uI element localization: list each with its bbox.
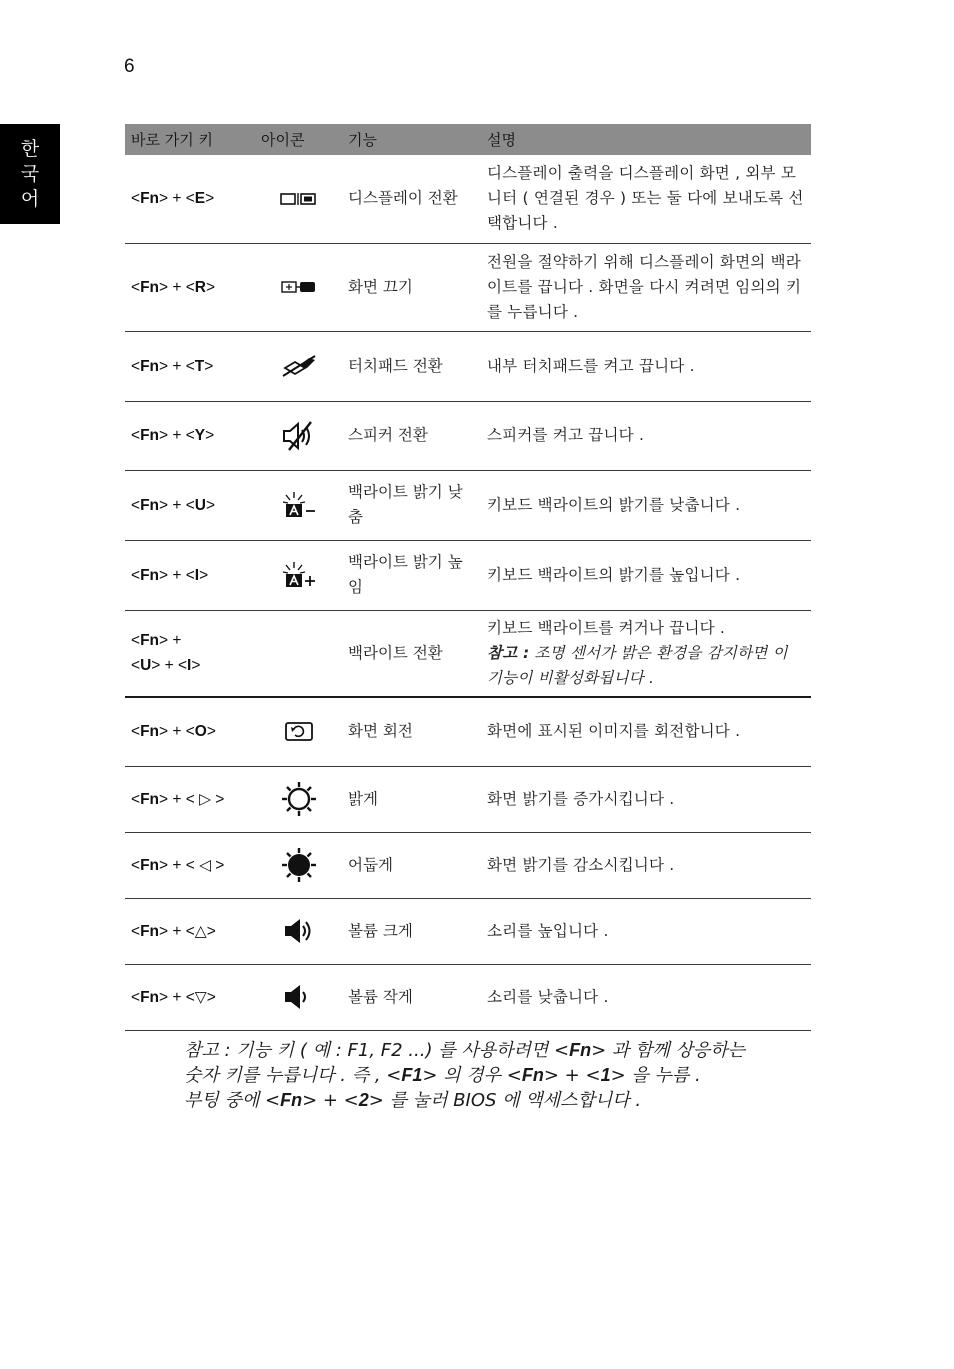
- function-cell: 밝게: [342, 766, 481, 832]
- brightness-down-icon: [280, 846, 318, 884]
- page-number: 6: [124, 56, 135, 77]
- hotkey-cell: <Fn> + <U> + <I>: [125, 610, 255, 697]
- table-row: [125, 766, 811, 832]
- description-cell: 키보드 백라이트의 밝기를 높입니다 .: [481, 540, 811, 610]
- description-cell: 화면에 표시된 이미지를 회전합니다 .: [481, 697, 811, 766]
- table-row: [125, 540, 811, 610]
- description-cell: 화면 밝기를 증가시킵니다 .: [481, 766, 811, 832]
- hotkey-cell: <Fn> + <O>: [125, 697, 255, 766]
- icon-cell: [255, 766, 342, 832]
- table-row: [125, 964, 811, 1030]
- icon-cell: [255, 155, 342, 243]
- table-row: [125, 898, 811, 964]
- table-header-row: [125, 124, 811, 155]
- description-cell: 내부 터치패드를 켜고 끕니다 .: [481, 331, 811, 401]
- hotkey-cell: <Fn> + <U>: [125, 470, 255, 540]
- icon-cell: [255, 401, 342, 470]
- hotkey-cell: <Fn> + < ▷ >: [125, 766, 255, 832]
- table-row: [125, 331, 811, 401]
- header-function: 기능: [342, 124, 481, 155]
- function-cell: 볼륨 작게: [342, 964, 481, 1030]
- brightness-up-icon: [280, 780, 318, 818]
- volume-down-icon: [282, 982, 316, 1012]
- icon-cell: [255, 832, 342, 898]
- speaker-toggle-icon: [281, 420, 317, 452]
- table-row: [125, 470, 811, 540]
- table-row: [125, 155, 811, 243]
- note-text: 조명 센서가 밝은 환경을 감지하면 이 기능이 비활성화됩니다 .: [487, 643, 788, 687]
- note-line: 참고 : 기능 키 ( 예 : F1, F2 ...) 를 사용하려면 <Fn> 과 함께 상응하는: [184, 1040, 746, 1061]
- language-tab: [0, 124, 60, 224]
- table-row: [125, 401, 811, 470]
- function-cell: 화면 끄기: [342, 243, 481, 331]
- note-label: 참고 :: [487, 643, 530, 662]
- description-cell: 스피커를 켜고 끕니다 .: [481, 401, 811, 470]
- hotkey-cell: <Fn> + < ◁ >: [125, 832, 255, 898]
- icon-cell: [255, 331, 342, 401]
- description-cell: 소리를 낮춥니다 .: [481, 964, 811, 1030]
- volume-up-icon: [282, 916, 316, 946]
- function-cell: 디스플레이 전환: [342, 155, 481, 243]
- icon-cell: [255, 964, 342, 1030]
- icon-cell: [255, 898, 342, 964]
- table-row: [125, 832, 811, 898]
- function-cell: 터치패드 전환: [342, 331, 481, 401]
- description-cell: 키보드 백라이트의 밝기를 낮춥니다 .: [481, 470, 811, 540]
- hotkey-cell: <Fn> + <T>: [125, 331, 255, 401]
- hotkey-cell: <Fn> + <I>: [125, 540, 255, 610]
- backlight-down-icon: [279, 490, 319, 520]
- function-key-note: [184, 1038, 814, 1113]
- icon-cell: [255, 243, 342, 331]
- function-cell: 백라이트 밝기 높임: [342, 540, 481, 610]
- table-row: [125, 697, 811, 766]
- description-cell: 화면 밝기를 감소시킵니다 .: [481, 832, 811, 898]
- function-cell: 스피커 전환: [342, 401, 481, 470]
- hotkey-cell: <Fn> + <▽>: [125, 964, 255, 1030]
- function-cell: 백라이트 밝기 낮춤: [342, 470, 481, 540]
- table-row: [125, 610, 811, 697]
- icon-cell: [255, 540, 342, 610]
- backlight-up-icon: [279, 560, 319, 590]
- function-cell: 어둡게: [342, 832, 481, 898]
- language-tab-char: 어: [20, 187, 40, 210]
- touchpad-toggle-icon: [279, 354, 319, 378]
- language-tab-char: 국: [20, 162, 40, 185]
- hotkey-cell: <Fn> + <R>: [125, 243, 255, 331]
- note-line: 부팅 중에 <Fn> + <2> 를 눌러 BIOS 에 액세스합니다 .: [184, 1090, 642, 1111]
- screen-rotate-icon: [284, 721, 314, 743]
- hotkey-cell: <Fn> + <△>: [125, 898, 255, 964]
- function-cell: 볼륨 크게: [342, 898, 481, 964]
- icon-cell: [255, 697, 342, 766]
- description-cell: 디스플레이 출력을 디스플레이 화면 , 외부 모니터 ( 연결된 경우 ) 또는 둘 다에 보내도록 선택합니다 .: [481, 155, 811, 243]
- description-cell: 소리를 높입니다 .: [481, 898, 811, 964]
- header-description: 설명: [481, 124, 811, 155]
- description-cell: 전원을 절약하기 위해 디스플레이 화면의 백라이트를 끕니다 . 화면을 다시 켜려면 임의의 키를 누릅니다 .: [481, 243, 811, 331]
- function-cell: 화면 회전: [342, 697, 481, 766]
- table-row: [125, 243, 811, 331]
- note-line: 숫자 키를 누릅니다 . 즉 , <F1> 의 경우 <Fn> + <1> 을 누름 .: [184, 1065, 701, 1086]
- language-tab-char: 한: [20, 137, 40, 160]
- hotkey-cell: <Fn> + <Y>: [125, 401, 255, 470]
- description-cell: 키보드 백라이트를 켜거나 끕니다 . 참고 : 조명 센서가 밝은 환경을 감지하면 이 기능이 비활성화됩니다 .: [481, 610, 811, 697]
- header-hotkey: 바로 가기 키: [125, 124, 255, 155]
- icon-cell: [255, 470, 342, 540]
- hotkey-table: [125, 124, 811, 1031]
- icon-cell: [255, 610, 342, 697]
- header-icon: 아이콘: [255, 124, 342, 155]
- function-cell: 백라이트 전환: [342, 610, 481, 697]
- display-off-icon: [280, 280, 318, 294]
- hotkey-cell: <Fn> + <E>: [125, 155, 255, 243]
- display-toggle-icon: [280, 191, 318, 207]
